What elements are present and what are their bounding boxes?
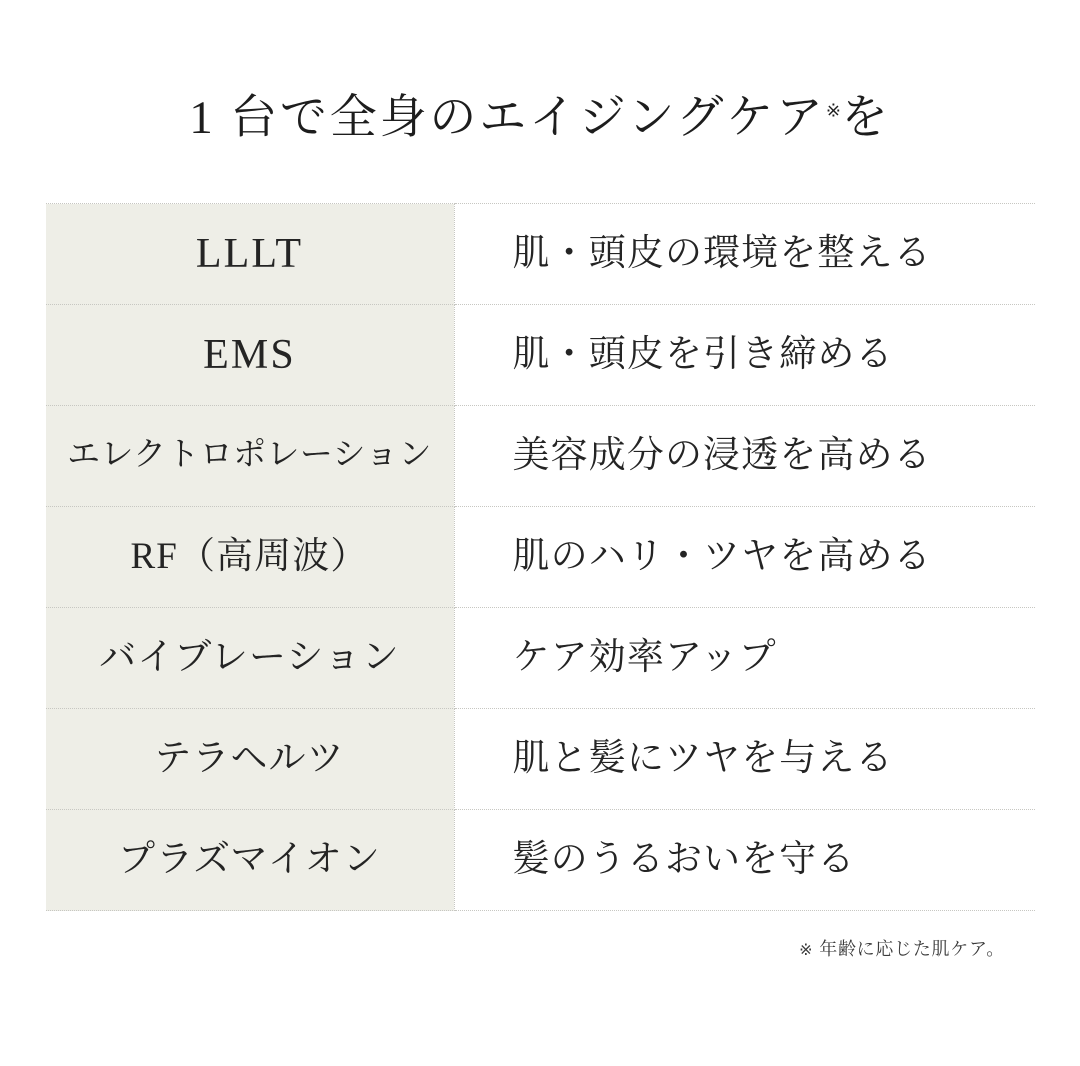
feature-benefit-table: [46, 203, 1035, 911]
feature-label: バイブレーション: [99, 636, 400, 678]
table-row: [46, 608, 1035, 709]
table-row: [46, 810, 1035, 911]
feature-label: EMS: [203, 331, 296, 378]
feature-label: プラズマイオン: [117, 838, 382, 880]
feature-label: テラヘルツ: [154, 737, 345, 779]
footnote-text: 年齢に応じた肌ケア。: [819, 939, 1005, 959]
page-title-superscript: ※: [825, 100, 841, 121]
benefit-label: 肌と髪にツヤを与える: [512, 737, 894, 779]
table-body: [46, 204, 1035, 911]
feature-cell: [46, 709, 455, 810]
page-title-text: 1 台で全身のエイジングケア: [189, 92, 826, 144]
table-row: [46, 305, 1035, 406]
benefit-label: 肌・頭皮を引き締める: [512, 333, 894, 375]
feature-cell: [46, 406, 455, 507]
table-row: [46, 507, 1035, 608]
footnote: [799, 935, 1005, 961]
benefit-cell: [454, 810, 1035, 911]
page-title: [0, 0, 1080, 147]
benefit-label: 肌・頭皮の環境を整える: [512, 232, 932, 274]
table-row: [46, 406, 1035, 507]
feature-label: エレクトロポレーション: [67, 437, 432, 474]
benefit-cell: [454, 709, 1035, 810]
benefit-cell: [454, 608, 1035, 709]
table-row: [46, 709, 1035, 810]
benefit-label: 肌のハリ・ツヤを高める: [512, 535, 932, 577]
feature-label: RF（高周波）: [130, 535, 369, 577]
feature-label: LLLT: [195, 230, 304, 277]
feature-cell: [46, 608, 455, 709]
benefit-label: 髪のうるおいを守る: [512, 838, 856, 880]
benefit-label: ケア効率アップ: [512, 636, 777, 678]
benefit-cell: [454, 305, 1035, 406]
page-title-suffix: を: [840, 92, 891, 144]
benefit-cell: [454, 507, 1035, 608]
table-row: [46, 204, 1035, 305]
benefit-label: 美容成分の浸透を高める: [512, 434, 932, 476]
feature-cell: [46, 204, 455, 305]
feature-cell: [46, 507, 455, 608]
footnote-mark: ※: [799, 942, 814, 959]
feature-cell: [46, 305, 455, 406]
benefit-cell: [454, 406, 1035, 507]
feature-cell: [46, 810, 455, 911]
benefit-cell: [454, 204, 1035, 305]
